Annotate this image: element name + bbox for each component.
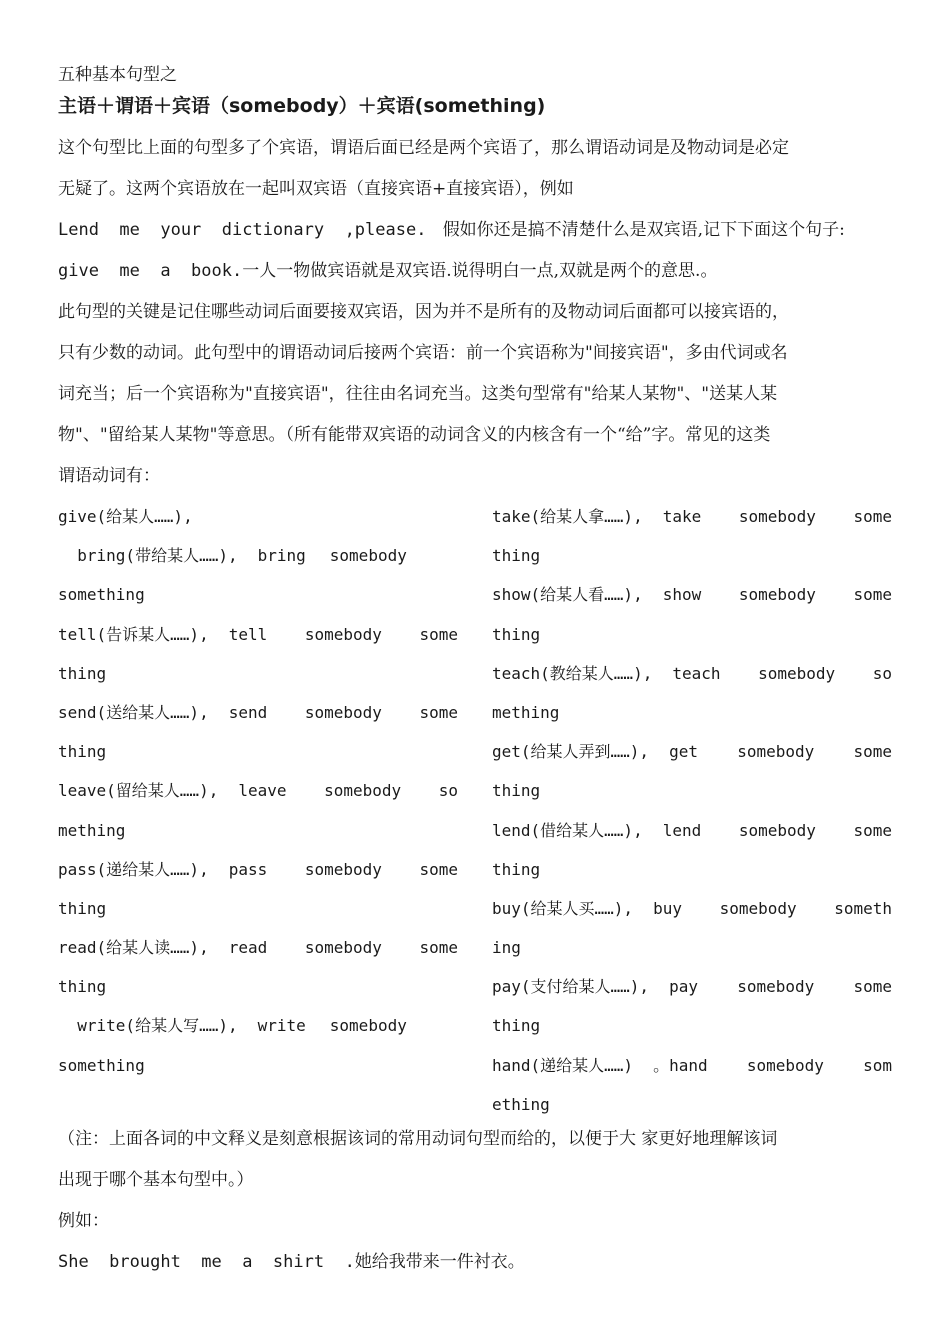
paragraph-line: 谓语动词有： (58, 466, 160, 486)
verb-entry-line (58, 615, 458, 654)
verb-entry-word: somebody (304, 702, 382, 722)
verb-entry-word: some (853, 585, 892, 605)
verb-entry-word: some (419, 624, 458, 644)
verb-entry-line (492, 811, 892, 850)
document-page (58, 60, 892, 1283)
verb-entry-pattern (643, 811, 892, 850)
verb-entry-word: some (853, 820, 892, 840)
verb-entry-pattern (633, 889, 892, 928)
verb-entry-pattern (633, 1046, 892, 1085)
verb-entry-word: bring (257, 546, 306, 566)
verb-entry-text: something (58, 1055, 145, 1075)
verb-entry-text: pass(递给某人……), (58, 859, 209, 879)
verb-entry-line (492, 575, 892, 614)
verb-entry-word: somebody (738, 585, 816, 605)
paragraph-line: 无疑了。这两个宾语放在一起叫双宾语（直接宾语+直接宾语），例如 (58, 179, 574, 199)
example-english: Lend me your dictionary ,please. (58, 220, 427, 240)
verb-entry-line (58, 967, 458, 1006)
verb-entry-line (492, 928, 892, 967)
verb-entry-text: thing (492, 781, 541, 801)
verb-entry-word: teach (672, 663, 721, 683)
verb-entry-text: show(给某人看……), (492, 585, 643, 605)
verb-entry-line (492, 889, 892, 928)
verb-entry-text: something (58, 585, 145, 605)
verb-entry-text: mething (58, 820, 126, 840)
verb-entry-text: thing (492, 859, 541, 879)
verb-entry-pattern (209, 693, 458, 732)
verb-entry-pattern (649, 967, 892, 1006)
verb-entry-line (492, 654, 892, 693)
verb-entry-pattern (643, 575, 892, 614)
verb-entry-word: buy (653, 898, 682, 918)
verb-entry-word: somebody (719, 898, 797, 918)
verb-entry-text: write(给某人写……), (58, 1016, 238, 1036)
verb-entry-word: somebody (324, 781, 402, 801)
verb-entry-line (58, 811, 458, 850)
verb-entry-line (58, 654, 458, 693)
verb-entry-word: read (228, 938, 268, 958)
verb-entry-word: somebody (738, 820, 816, 840)
verb-entry-word: somebody (738, 507, 816, 526)
verb-entry-line (492, 497, 892, 536)
verb-entry-text: thing (58, 977, 107, 997)
example-label: 例如： (58, 1211, 109, 1231)
verb-entry-word: take (662, 507, 702, 526)
verb-entry-word: leave (238, 781, 287, 801)
paragraph-line: 物"、"留给某人某物"等意思。（所有能带双宾语的动词含义的内核含有一个“给”字。常见的这类 (58, 425, 771, 445)
verb-entry-text: read(给某人读……), (58, 938, 209, 958)
verb-entry-line (58, 536, 458, 575)
verb-entry-word: write (257, 1016, 306, 1036)
verb-entry-word: somebody (758, 663, 836, 683)
paragraph-line: 此句型的关键是记住哪些动词后面要接双宾语，因为并不是所有的及物动词后面都可以接宾语的， (58, 302, 789, 322)
verb-entry-text: thing (492, 546, 541, 566)
verb-entry-word: somebody (304, 938, 382, 958)
example-english: give me a book. (58, 261, 243, 281)
note-line: （注：上面各词的中文释义是刻意根据该词的常用动词句型而给的，以便于大 家更好地理解该词 (58, 1129, 778, 1149)
verb-entry-text: lend(借给某人……), (492, 820, 643, 840)
verb-entry-pattern (238, 1006, 458, 1045)
verb-entry-word: show (662, 585, 702, 605)
example-sentence-1 (58, 210, 892, 251)
verb-entry-word: somebody (304, 624, 382, 644)
verb-entry-line (492, 967, 892, 1006)
verb-entry-line (492, 850, 892, 889)
example-english: She brought me a shirt . (58, 1252, 355, 1272)
verb-entry-line (492, 693, 892, 732)
verb-entry-pattern (238, 536, 458, 575)
verb-entry-word: so (438, 781, 458, 801)
verb-entry-line (492, 732, 892, 771)
verb-entry-line (492, 771, 892, 810)
verb-entry-pattern (643, 497, 892, 536)
example-note: 她给我带来一件衬衣。 (354, 1252, 525, 1272)
verb-entry-line (492, 1006, 892, 1045)
verb-entry-text: thing (58, 898, 107, 918)
verb-entry-word: some (853, 977, 892, 997)
verb-entry-pattern (218, 771, 458, 810)
example-note: 假如你还是搞不清楚什么是双宾语,记下下面这个句子: (442, 220, 845, 240)
verb-entry-word: some (853, 507, 892, 526)
verb-entry-word: some (419, 702, 458, 722)
verb-entry-word: some (419, 859, 458, 879)
paragraph-line: 只有少数的动词。此句型中的谓语动词后接两个宾语：前一个宾语称为"间接宾语"，多由代词或名 (58, 343, 788, 363)
paragraph-line: 词充当；后一个宾语称为"直接宾语"，往往由名词充当。这类句型常有"给某人某物"、"送某人某 (58, 384, 778, 404)
verb-entry-word: pay (669, 977, 698, 997)
example-note: 一人一物做宾语就是双宾语.说得明白一点,双就是两个的意思.。 (242, 261, 718, 281)
verb-entry-word: somebody (304, 859, 382, 879)
verb-entry-line (58, 850, 458, 889)
verb-entry-line (58, 1006, 458, 1045)
verb-entry-text: tell(告诉某人……), (58, 624, 209, 644)
verb-entry-line (58, 771, 458, 810)
verb-entry-word: someth (834, 898, 892, 918)
verb-entry-word: 。hand (653, 1055, 708, 1075)
verb-entry-text: pay(支付给某人……), (492, 977, 650, 997)
verb-entry-line (58, 693, 458, 732)
verb-entry-word: somebody (329, 546, 407, 566)
verb-entry-word: somebody (737, 742, 815, 762)
verb-entry-pattern (652, 654, 892, 693)
verb-entry-word: somebody (746, 1055, 824, 1075)
verb-entry-word: tell (228, 624, 268, 644)
verb-list-right-column (492, 497, 892, 1124)
verb-entry-text: bring(带给某人……), (58, 546, 238, 566)
verb-entry-text: teach(教给某人……), (492, 663, 653, 683)
verb-entry-text: mething (492, 702, 560, 722)
verb-entry-text: thing (492, 624, 541, 644)
verb-entry-word: somebody (329, 1016, 407, 1036)
verb-entry-line (492, 1046, 892, 1085)
verb-entry-line (58, 928, 458, 967)
paragraph-line: 这个句型比上面的句型多了个宾语，谓语后面已经是两个宾语了，那么谓语动词是及物动词是必定 (58, 138, 789, 158)
verb-entry-text: thing (58, 663, 107, 683)
verb-list (58, 497, 892, 1119)
verb-entry-pattern (209, 850, 458, 889)
verb-entry-text: buy(给某人买……), (492, 898, 634, 918)
verb-entry-line (58, 575, 458, 614)
verb-entry-word: some (419, 938, 458, 958)
verb-entry-pattern (649, 732, 892, 771)
section-title: 主语＋谓语＋宾语（somebody）＋宾语(something) (58, 95, 546, 117)
verb-list-left-column (58, 497, 458, 1085)
verb-entry-word: somebody (737, 977, 815, 997)
verb-entry-text: thing (58, 742, 107, 762)
verb-entry-word: so (872, 663, 892, 683)
verb-entry-line (492, 615, 892, 654)
verb-entry-line (58, 497, 458, 536)
verb-entry-text: give(给某人……), (58, 507, 193, 526)
verb-entry-word: send (228, 702, 268, 722)
verb-entry-pattern (209, 615, 458, 654)
verb-entry-text: ing (492, 938, 521, 958)
verb-entry-text: hand(递给某人……) (492, 1055, 634, 1075)
verb-entry-word: get (669, 742, 698, 762)
verb-entry-word: some (853, 742, 892, 762)
verb-entry-word: lend (662, 820, 702, 840)
example-sentence-2 (58, 251, 892, 292)
verb-entry-text: take(给某人拿……), (492, 507, 643, 526)
verb-entry-text: get(给某人弄到……), (492, 742, 650, 762)
verb-entry-text: leave(留给某人……), (58, 781, 219, 801)
verb-entry-line (492, 1085, 892, 1124)
verb-entry-text: thing (492, 1016, 541, 1036)
verb-entry-line (58, 732, 458, 771)
verb-entry-word: pass (228, 859, 268, 879)
verb-entry-line (58, 889, 458, 928)
verb-entry-text: send(送给某人……), (58, 702, 209, 722)
verb-entry-line (492, 536, 892, 575)
verb-entry-word: som (863, 1055, 892, 1075)
section-intro: 五种基本句型之 (58, 65, 177, 85)
verb-entry-line (58, 1046, 458, 1085)
verb-entry-pattern (209, 928, 458, 967)
verb-entry-text: ething (492, 1094, 550, 1114)
note-line: 出现于哪个基本句型中。） (58, 1170, 254, 1190)
example-sentence-3 (58, 1242, 892, 1283)
